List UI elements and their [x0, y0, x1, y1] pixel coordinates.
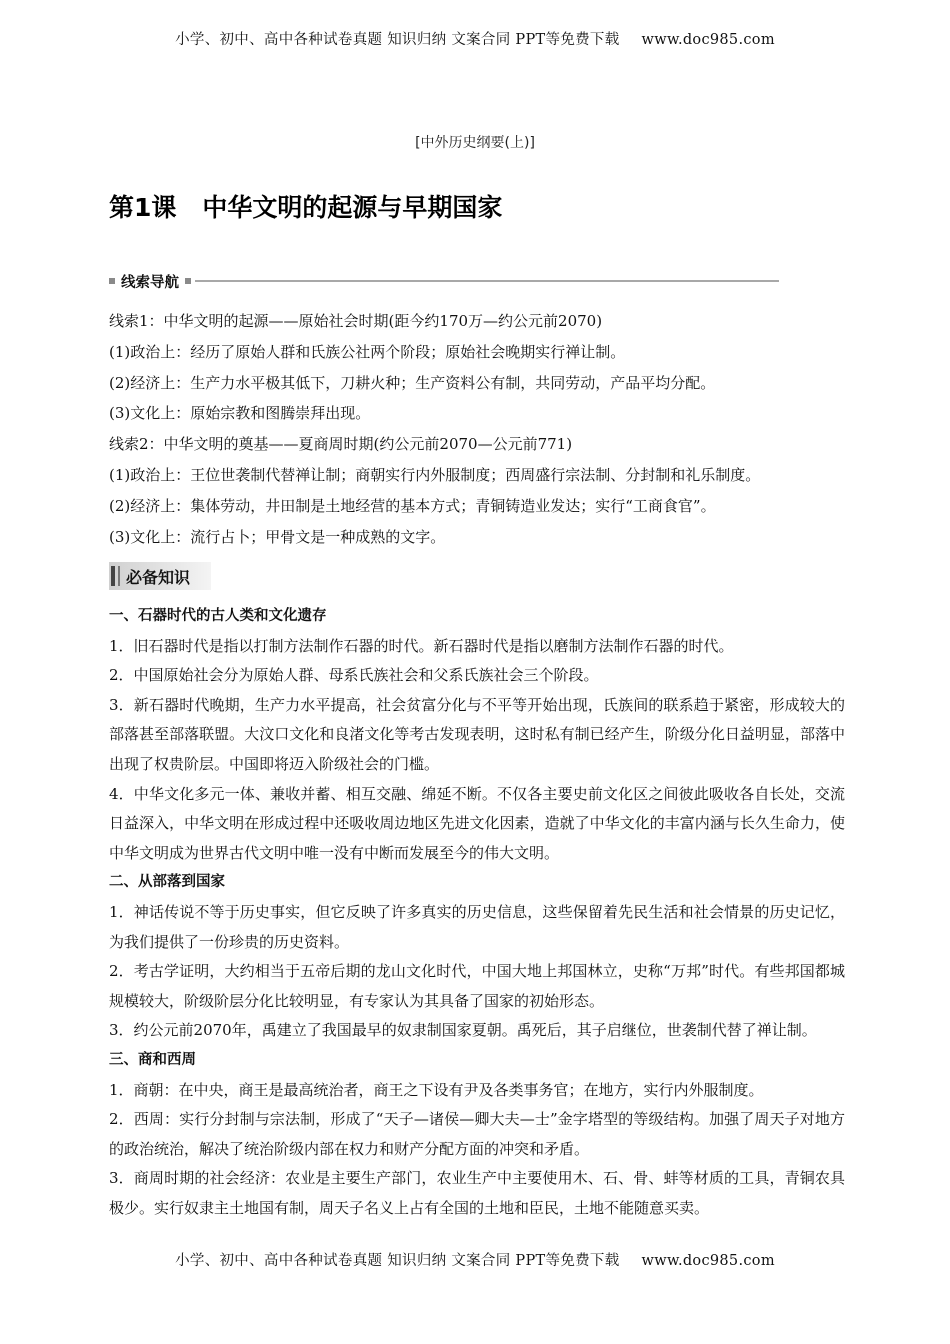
clue-nav-label: 线索导航 [121, 274, 179, 291]
knowledge-body [109, 602, 845, 1223]
knowledge-label: 必备知识 [126, 567, 191, 587]
knowledge-item: 2．中国原始社会分为原始人群、母系氏族社会和父系氏族社会三个阶段。 [109, 666, 599, 685]
header-text: 小学、初中、高中各种试卷真题 知识归纳 文案合同 PPT等免费下载 [175, 32, 620, 48]
clue-line: (1)政治上：王位世袭制代替禅让制；商朝实行内外服制度；西周盛行宗法制、分封制和礼乐制度。 [109, 465, 761, 484]
section-title: 三、商和西周 [109, 1051, 196, 1068]
page-footer [0, 1249, 950, 1270]
knowledge-item: 1．商朝：在中央，商王是最高统治者，商王之下设有尹及各类事务官；在地方，实行内外服制度。 [109, 1080, 764, 1099]
knowledge-item: 3．约公元前2070年，禹建立了我国最早的奴隶制国家夏朝。禹死后，其子启继位，世袭制代替了禅让制。 [109, 1021, 817, 1040]
clue-line: (3)文化上：流行占卜；甲骨文是一种成熟的文字。 [109, 527, 446, 546]
lesson-title [109, 188, 502, 224]
heading-bar-icon [111, 566, 115, 586]
section-title: 一、石器时代的古人类和文化遗存 [109, 608, 327, 624]
clue-line: 线索2：中华文明的奠基——夏商周时期(约公元前2070—公元前771) [109, 435, 573, 454]
knowledge-item: 1．旧石器时代是指以打制方法制作石器的时代。新石器时代是指以磨制方法制作石器的时代。 [109, 636, 734, 655]
knowledge-item: 3．新石器时代晚期，生产力水平提高，社会贫富分化与不平等开始出现，氏族间的联系趋于紧密，形成较大的部落甚至部落联盟。大汶口文化和良渚文化等考古发现表明，这时私有制已经产生，阶级分化日益明显，部落中出现了权贵阶层。中国即将迈入阶级社会的门槛。 [109, 695, 845, 773]
clue-line: (3)文化上：原始宗教和图腾崇拜出现。 [109, 404, 371, 423]
clue-nav-list [109, 306, 849, 552]
heading-bar-icon [118, 566, 120, 586]
knowledge-item: 2．西周：实行分封制与宗法制，形成了“天子—诸侯—卿大夫—士”金字塔型的等级结构。加强了周天子对地方的政治统治，解决了统治阶级内部在权力和财产分配方面的冲突和矛盾。 [109, 1110, 845, 1158]
clue-line: (2)经济上：集体劳动，井田制是土地经营的基本方式；青铜铸造业发达；实行“工商食官”。 [109, 496, 716, 515]
footer-text: 小学、初中、高中各种试卷真题 知识归纳 文案合同 PPT等免费下载 [175, 1253, 620, 1269]
clue-line: (1)政治上：经历了原始人群和氏族公社两个阶段；原始社会晚期实行禅让制。 [109, 342, 626, 361]
knowledge-item: 2．考古学证明，大约相当于五帝后期的龙山文化时代，中国大地上邦国林立，史称“万邦”时代。有些邦国都城规模较大，阶级阶层分化比较明显，有专家认为其具备了国家的初始形态。 [109, 962, 845, 1010]
lesson-name: 中华文明的起源与早期国家 [202, 193, 503, 222]
clue-line: (2)经济上：生产力水平极其低下，刀耕火种；生产资料公有制，共同劳动，产品平均分配。 [109, 373, 716, 392]
square-bullet-icon [185, 278, 191, 284]
clue-nav-heading [109, 271, 779, 291]
knowledge-item: 1．神话传说不等于历史事实，但它反映了许多真实的历史信息，这些保留着先民生活和社会情景的历史记忆，为我们提供了一份珍贵的历史资料。 [109, 902, 845, 951]
page-header [0, 28, 950, 49]
square-bullet-icon [109, 278, 115, 284]
section-title: 二、从部落到国家 [109, 874, 225, 891]
heading-rule [195, 280, 779, 282]
footer-url[interactable]: www.doc985.com [641, 1253, 775, 1269]
knowledge-heading [109, 562, 211, 590]
knowledge-item: 4．中华文化多元一体、兼收并蓄、相互交融、绵延不断。不仅各主要史前文化区之间彼此吸收各自长处，交流日益深入，中华文明在形成过程中还吸收周边地区先进文化因素，造就了中华文化的丰富内涵与长久生命力，使中华文明成为世界古代文明中唯一没有中断而发展至今的伟大文明。 [109, 784, 845, 862]
series-label: [中外历史纲要(上)] [415, 135, 535, 151]
clue-line: 线索1：中华文明的起源——原始社会时期(距今约170万—约公元前2070) [109, 312, 603, 330]
knowledge-item: 3．商周时期的社会经济：农业是主要生产部门，农业生产中主要使用木、石、骨、蚌等材质的工具，青铜农具极少。实行奴隶主土地国有制，周天子名义上占有全国的土地和臣民，土地不能随意买卖。 [109, 1169, 845, 1217]
header-url[interactable]: www.doc985.com [641, 32, 775, 48]
lesson-number: 第1课 [109, 193, 177, 222]
